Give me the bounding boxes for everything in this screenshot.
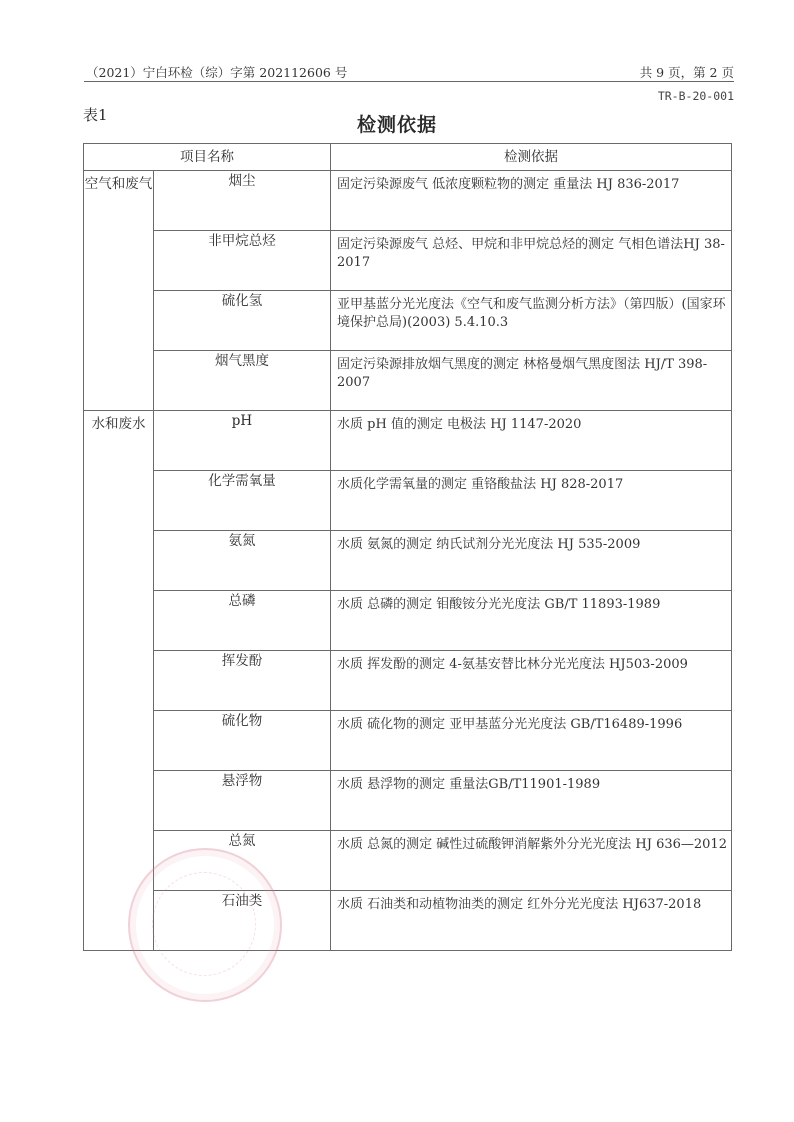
basis-cell: 水质 总氮的测定 碱性过硫酸钾消解紫外分光光度法 HJ 636—2012	[331, 831, 732, 891]
faded-seal-stamp	[128, 848, 282, 1002]
basis-cell: 固定污染源废气 低浓度颗粒物的测定 重量法 HJ 836-2017	[331, 171, 732, 231]
item-cell: 悬浮物	[154, 771, 331, 831]
item-cell: 挥发酚	[154, 651, 331, 711]
header-divider	[84, 81, 734, 82]
basis-cell: 水质 总磷的测定 钼酸铵分光光度法 GB/T 11893-1989	[331, 591, 732, 651]
basis-cell: 亚甲基蓝分光光度法《空气和废气监测分析方法》（第四版）(国家环境保护总局)(2003) 5.4.10.3	[331, 291, 732, 351]
basis-cell: 水质 悬浮物的测定 重量法GB/T11901-1989	[331, 771, 732, 831]
basis-cell: 水质 氨氮的测定 纳氏试剂分光光度法 HJ 535-2009	[331, 531, 732, 591]
table-row	[84, 351, 732, 411]
table-row	[84, 771, 732, 831]
item-cell: 氨氮	[154, 531, 331, 591]
table-row	[84, 231, 732, 291]
table-row	[84, 651, 732, 711]
item-cell: 烟尘	[154, 171, 331, 231]
item-cell: 总氮	[154, 831, 331, 891]
table-row	[84, 291, 732, 351]
basis-cell: 水质 硫化物的测定 亚甲基蓝分光光度法 GB/T16489-1996	[331, 711, 732, 771]
basis-cell: 水质化学需氧量的测定 重铬酸盐法 HJ 828-2017	[331, 471, 732, 531]
page-title: 检测依据	[356, 114, 437, 136]
column-header-basis: 检测依据	[331, 144, 732, 171]
table-row	[84, 531, 732, 591]
table-row	[84, 711, 732, 771]
item-cell: 总磷	[154, 591, 331, 651]
table-header-row	[84, 144, 732, 171]
basis-cell: 固定污染源废气 总烃、甲烷和非甲烷总烃的测定 气相色谱法HJ 38-2017	[331, 231, 732, 291]
column-header-item: 项目名称	[84, 144, 331, 171]
page-info: 共 9 页，第 2 页	[639, 65, 734, 80]
item-cell: 石油类	[154, 891, 331, 951]
category-cell: 水和废水	[84, 411, 154, 951]
basis-cell: 水质 挥发酚的测定 4-氨基安替比林分光光度法 HJ503-2009	[331, 651, 732, 711]
basis-cell: 水质 pH 值的测定 电极法 HJ 1147-2020	[331, 411, 732, 471]
basis-table	[83, 143, 732, 951]
table-label: 表1	[83, 106, 108, 124]
item-cell: pH	[154, 411, 331, 471]
category-cell: 空气和废气	[84, 171, 154, 411]
report-number: （2021）宁白环检（综）字第 202112606 号	[86, 65, 348, 80]
item-cell: 硫化氢	[154, 291, 331, 351]
item-cell: 化学需氧量	[154, 471, 331, 531]
table-row	[84, 411, 732, 471]
item-cell: 烟气黑度	[154, 351, 331, 411]
table-row	[84, 471, 732, 531]
table-row	[84, 591, 732, 651]
basis-cell: 固定污染源排放烟气黑度的测定 林格曼烟气黑度图法 HJ/T 398-2007	[331, 351, 732, 411]
item-cell: 非甲烷总烃	[154, 231, 331, 291]
doc-code: TR-B-20-001	[657, 89, 734, 103]
table-row	[84, 171, 732, 231]
item-cell: 硫化物	[154, 711, 331, 771]
seal-inner-ring	[152, 872, 256, 976]
basis-cell: 水质 石油类和动植物油类的测定 红外分光光度法 HJ637-2018	[331, 891, 732, 951]
